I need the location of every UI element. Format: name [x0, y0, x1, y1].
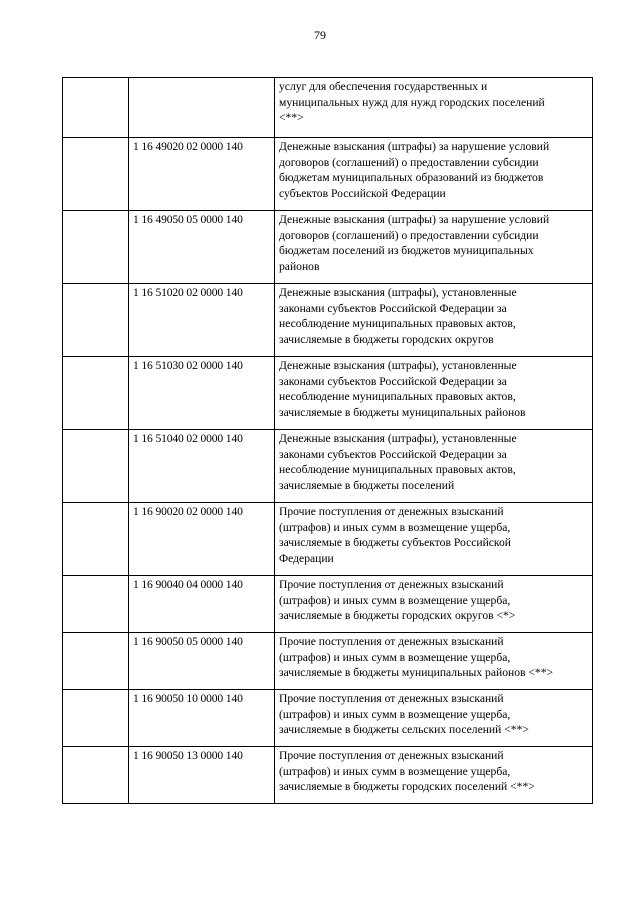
- revenue-name-line: несоблюдение муниципальных правовых актов,: [279, 390, 516, 403]
- revenue-name-line: услуг для обеспечения государственных и: [279, 80, 488, 93]
- revenue-name-line: (штрафов) и иных сумм в возмещение ущерба,: [279, 593, 511, 607]
- table-row: [63, 357, 593, 430]
- revenue-name-cell: [275, 747, 593, 804]
- table-body: [63, 78, 593, 804]
- budget-code-cell: [129, 78, 275, 138]
- table-row: [63, 284, 593, 357]
- admin-code-cell: [63, 284, 129, 357]
- page-number: 79: [314, 28, 326, 42]
- revenue-name-cell: [275, 633, 593, 690]
- revenue-name-line: (штрафов) и иных сумм в возмещение ущерба,: [279, 764, 511, 778]
- revenue-name-line: Прочие поступления от денежных взысканий: [279, 578, 504, 591]
- revenue-name-line: зачисляемые в бюджеты поселений: [279, 478, 455, 492]
- budget-code-cell: 1 16 90050 13 0000 140: [129, 747, 275, 804]
- revenue-name-line: договоров (соглашений) о предоставлении субсидии: [279, 155, 539, 169]
- revenue-name-line: (штрафов) и иных сумм в возмещение ущерба,: [279, 520, 511, 534]
- revenue-name-line: <**>: [279, 111, 304, 124]
- revenue-name-cell: [275, 430, 593, 503]
- budget-classification-table: [62, 77, 593, 804]
- revenue-name-line: районов: [279, 259, 320, 273]
- table-row: [63, 576, 593, 633]
- budget-code-cell: 1 16 90020 02 0000 140: [129, 503, 275, 576]
- revenue-name-line: законами субъектов Российской Федерации за: [279, 301, 507, 315]
- budget-code-cell: 1 16 51040 02 0000 140: [129, 430, 275, 503]
- budget-code-cell: 1 16 49050 05 0000 140: [129, 211, 275, 284]
- revenue-name-cell: [275, 78, 593, 138]
- revenue-name-line: несоблюдение муниципальных правовых актов,: [279, 317, 516, 330]
- revenue-name-line: договоров (соглашений) о предоставлении субсидии: [279, 228, 539, 242]
- revenue-name-line: Прочие поступления от денежных взысканий: [279, 505, 504, 518]
- revenue-name-line: Денежные взыскания (штрафы), установленные: [279, 432, 517, 445]
- budget-code-cell: 1 16 90050 05 0000 140: [129, 633, 275, 690]
- admin-code-cell: [63, 747, 129, 804]
- revenue-name-line: (штрафов) и иных сумм в возмещение ущерба,: [279, 650, 511, 664]
- admin-code-cell: [63, 576, 129, 633]
- budget-code-cell: 1 16 51020 02 0000 140: [129, 284, 275, 357]
- admin-code-cell: [63, 357, 129, 430]
- admin-code-cell: [63, 430, 129, 503]
- revenue-name-line: бюджетам муниципальных образований из бюджетов: [279, 171, 544, 184]
- revenue-name-cell: [275, 357, 593, 430]
- table-row: [63, 138, 593, 211]
- revenue-name-line: Денежные взыскания (штрафы) за нарушение условий: [279, 140, 550, 153]
- revenue-name-line: Прочие поступления от денежных взысканий: [279, 692, 504, 705]
- budget-code-cell: 1 16 49020 02 0000 140: [129, 138, 275, 211]
- budget-code-cell: 1 16 51030 02 0000 140: [129, 357, 275, 430]
- revenue-name-line: Денежные взыскания (штрафы), установленные: [279, 359, 517, 372]
- admin-code-cell: [63, 633, 129, 690]
- revenue-name-line: зачисляемые в бюджеты муниципальных районов <**>: [279, 666, 554, 679]
- revenue-name-line: бюджетам поселений из бюджетов муниципальных: [279, 244, 534, 257]
- revenue-name-cell: [275, 211, 593, 284]
- revenue-name-line: законами субъектов Российской Федерации за: [279, 374, 507, 388]
- revenue-name-cell: [275, 690, 593, 747]
- revenue-name-cell: [275, 576, 593, 633]
- revenue-name-line: законами субъектов Российской Федерации за: [279, 447, 507, 461]
- revenue-name-line: (штрафов) и иных сумм в возмещение ущерба,: [279, 707, 511, 721]
- revenue-name-line: Прочие поступления от денежных взысканий: [279, 635, 504, 648]
- table-row: [63, 503, 593, 576]
- revenue-name-line: Прочие поступления от денежных взысканий: [279, 749, 504, 762]
- revenue-name-line: Денежные взыскания (штрафы) за нарушение условий: [279, 213, 550, 226]
- admin-code-cell: [63, 78, 129, 138]
- table-row: [63, 78, 593, 138]
- admin-code-cell: [63, 211, 129, 284]
- revenue-name-line: несоблюдение муниципальных правовых актов,: [279, 463, 516, 476]
- admin-code-cell: [63, 138, 129, 211]
- revenue-name-line: зачисляемые в бюджеты субъектов Российской: [279, 536, 511, 549]
- revenue-name-line: зачисляемые в бюджеты городских округов: [279, 332, 494, 346]
- revenue-name-line: зачисляемые в бюджеты сельских поселений <**>: [279, 723, 529, 736]
- revenue-name-line: муниципальных нужд для нужд городских поселений: [279, 95, 545, 109]
- revenue-name-line: Денежные взыскания (штрафы), установленные: [279, 286, 517, 299]
- admin-code-cell: [63, 503, 129, 576]
- revenue-name-line: Федерации: [279, 551, 334, 565]
- admin-code-cell: [63, 690, 129, 747]
- budget-code-cell: 1 16 90050 10 0000 140: [129, 690, 275, 747]
- revenue-name-line: зачисляемые в бюджеты муниципальных районов: [279, 405, 526, 419]
- revenue-name-cell: [275, 284, 593, 357]
- table-row: [63, 747, 593, 804]
- table-row: [63, 430, 593, 503]
- table-row: [63, 633, 593, 690]
- revenue-name-line: субъектов Российской Федерации: [279, 186, 446, 200]
- revenue-name-cell: [275, 138, 593, 211]
- revenue-name-line: зачисляемые в бюджеты городских поселений <**>: [279, 780, 535, 793]
- table-row: [63, 690, 593, 747]
- revenue-name-line: зачисляемые в бюджеты городских округов <*>: [279, 609, 516, 622]
- table-row: [63, 211, 593, 284]
- budget-code-cell: 1 16 90040 04 0000 140: [129, 576, 275, 633]
- revenue-name-cell: [275, 503, 593, 576]
